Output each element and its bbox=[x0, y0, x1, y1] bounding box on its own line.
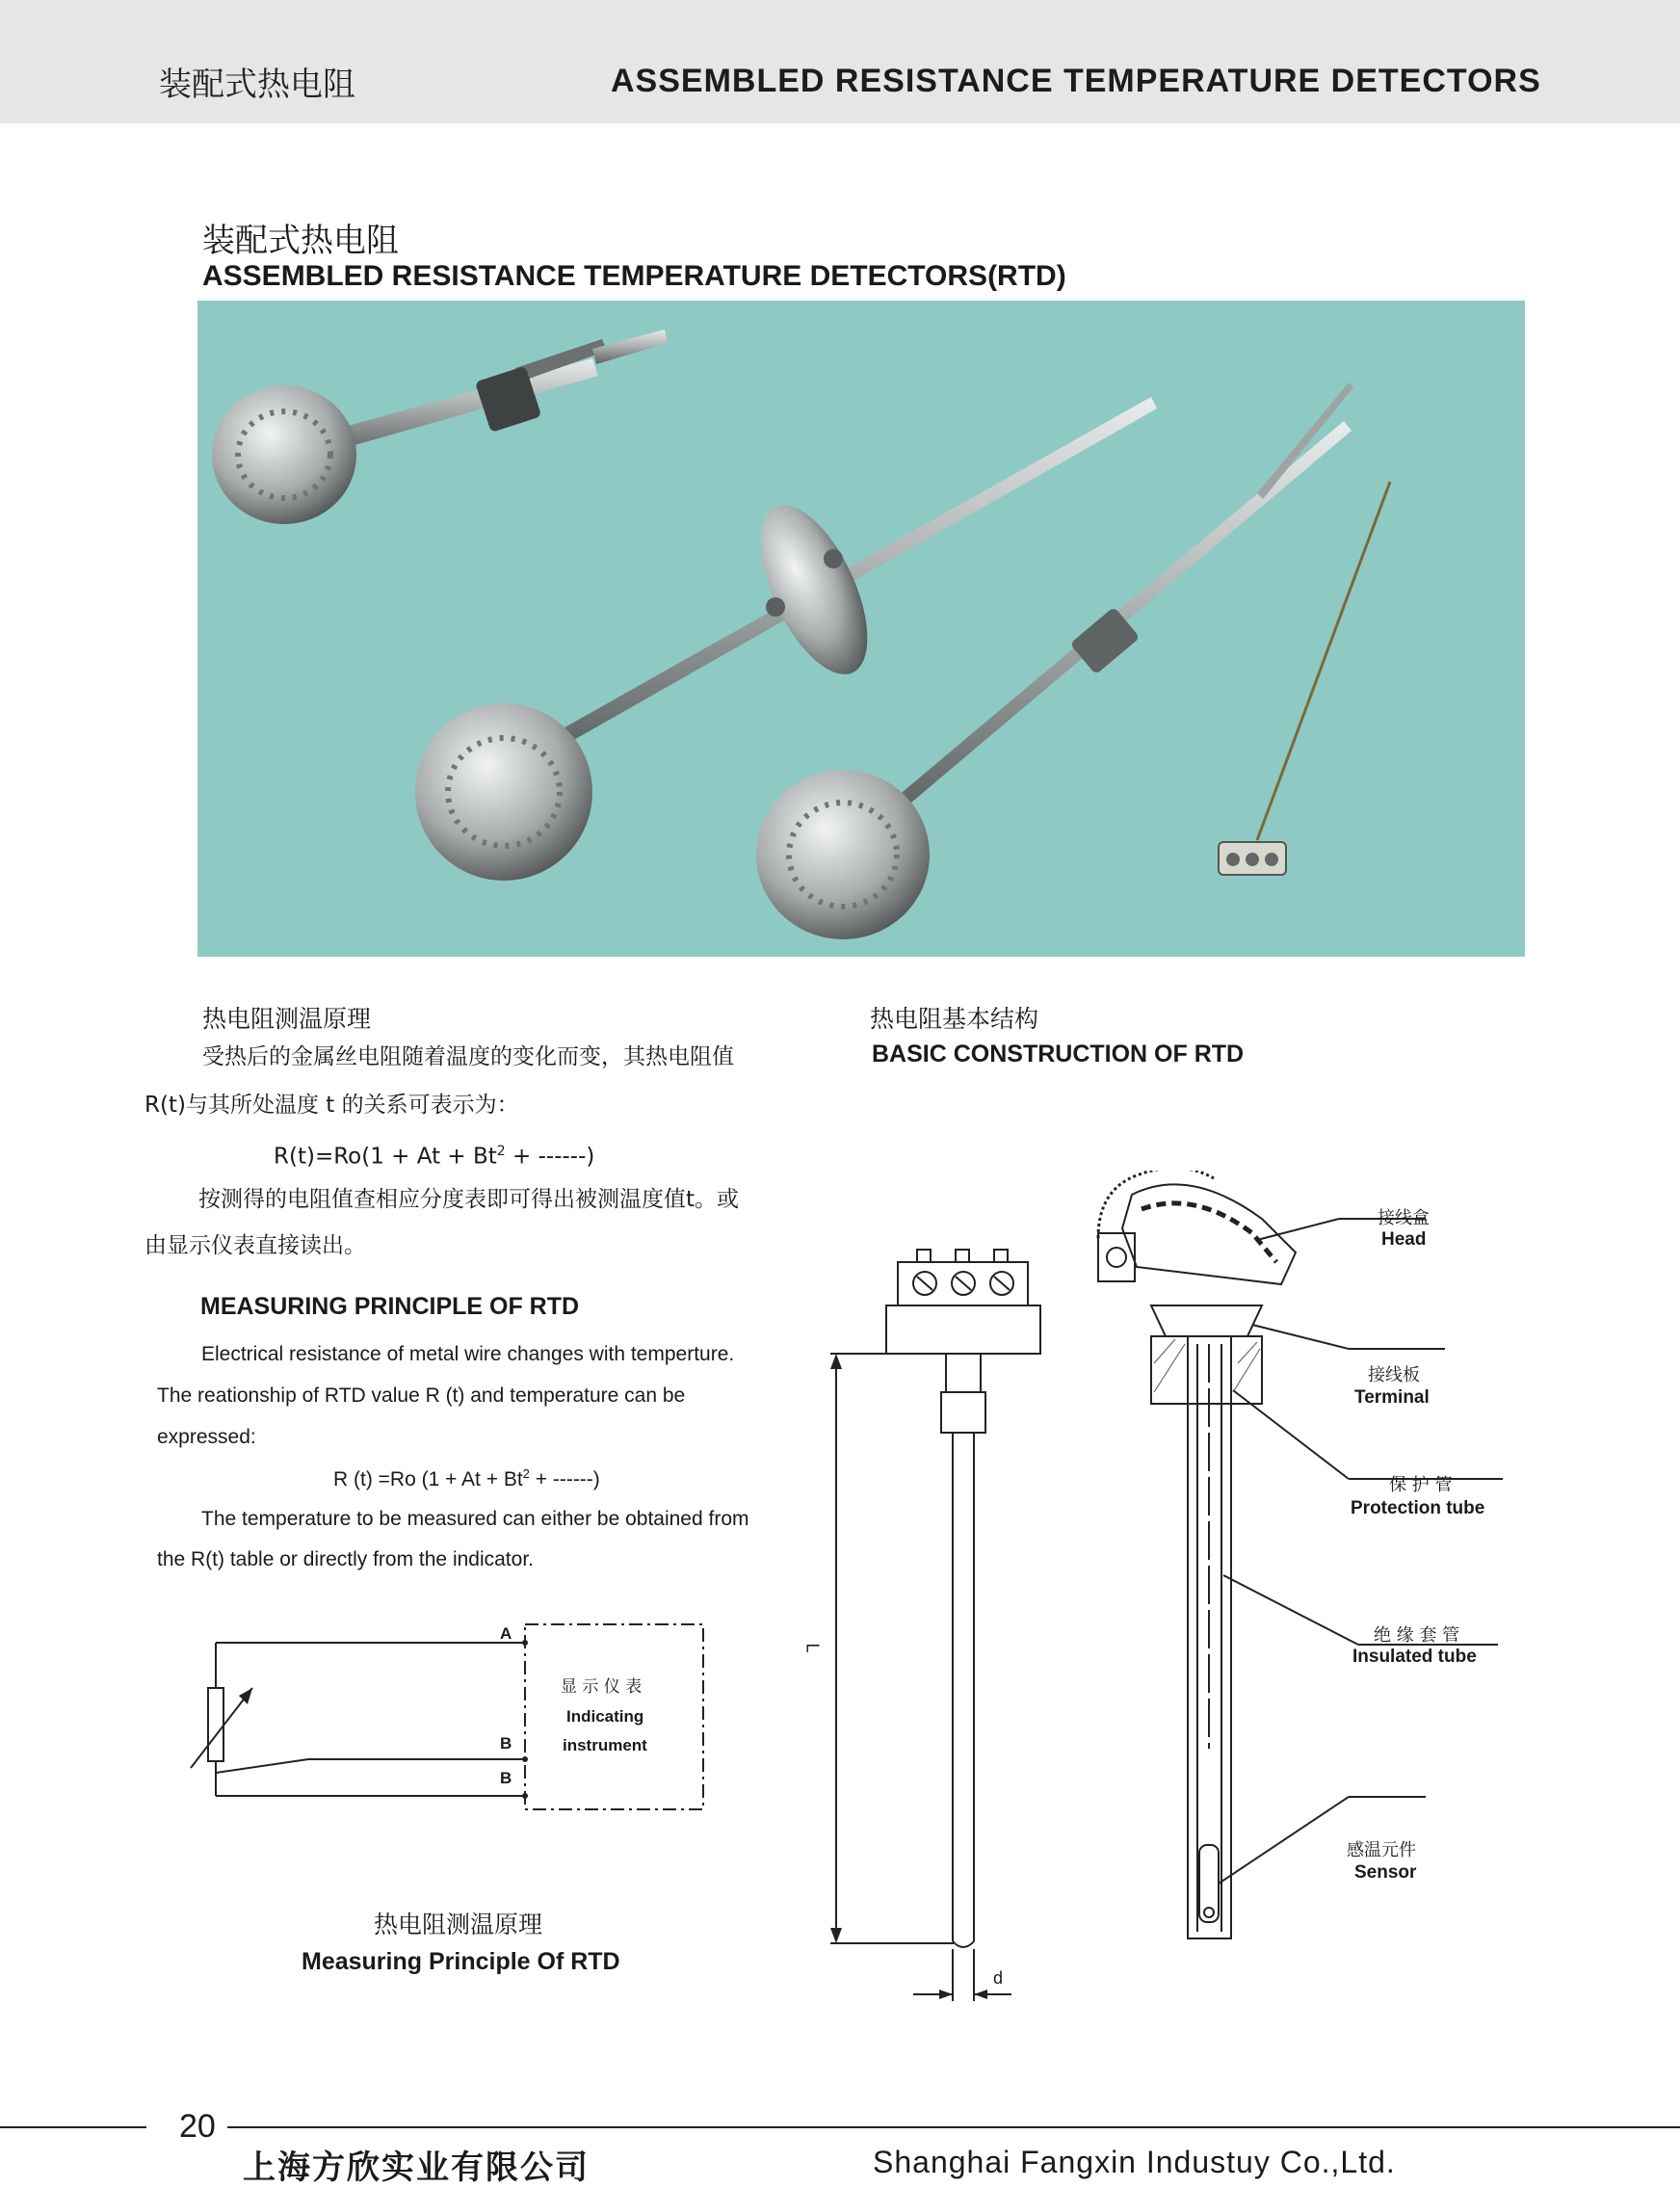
construction-drawing bbox=[809, 1171, 1532, 2018]
terminal-block-outline bbox=[886, 1305, 1040, 1354]
circuit-box-en2: instrument bbox=[563, 1736, 647, 1754]
label-terminal-en: Terminal bbox=[1354, 1387, 1430, 1408]
circuit-label-b2: B bbox=[500, 1769, 512, 1787]
circuit-label-b1: B bbox=[500, 1734, 512, 1753]
footer-rule-left bbox=[0, 2126, 146, 2128]
cable-gland bbox=[1098, 1233, 1135, 1281]
label-insulated-cn: 绝 缘 套 管 bbox=[1374, 1625, 1460, 1646]
label-protection-cn: 保 护 管 bbox=[1389, 1475, 1453, 1495]
principle-cn-line2: R(t)与其所处温度 t 的关系可表示为： bbox=[144, 1093, 519, 1118]
product-photo bbox=[197, 301, 1525, 957]
header-title-en: ASSEMBLED RESISTANCE TEMPERATURE DETECTORS bbox=[611, 63, 1541, 99]
footer-company-cn: 上海方欣实业有限公司 bbox=[243, 2148, 590, 2187]
leader-head bbox=[1257, 1219, 1339, 1240]
circuit-caption-en: Measuring Principle Of RTD bbox=[302, 1948, 620, 1975]
leader-insulated bbox=[1223, 1575, 1358, 1645]
resistor-arrow bbox=[191, 1688, 252, 1768]
dimension-length-label: L bbox=[802, 1643, 823, 1653]
footer-company-en: Shanghai Fangxin Industuy Co.,Ltd. bbox=[873, 2145, 1396, 2179]
principle-cn-line4: 由显示仪表直接读出。 bbox=[144, 1233, 366, 1258]
construction-title-cn: 热电阻基本结构 bbox=[870, 1005, 1039, 1033]
label-sensor-en: Sensor bbox=[1354, 1862, 1417, 1883]
sensor-element bbox=[1199, 1845, 1219, 1922]
principle-en-line1: Electrical resistance of metal wire changes with temperture. bbox=[201, 1343, 735, 1365]
page-number: 20 bbox=[179, 2108, 216, 2145]
principle-cn-line1: 受热后的金属丝电阻随着温度的变化而变，其热电阻值 bbox=[202, 1044, 734, 1069]
circuit-label-a: A bbox=[500, 1624, 512, 1643]
circuit-box-cn: 显 示 仪 表 bbox=[561, 1677, 643, 1697]
principle-en-formula: R (t) =Ro ($1 + At + Bt^2$ + ------) bbox=[333, 1466, 600, 1490]
principle-heading-en: MEASURING PRINCIPLE OF RTD bbox=[200, 1293, 580, 1320]
construction-title-en: BASIC CONSTRUCTION OF RTD bbox=[872, 1041, 1245, 1068]
principle-en-line3: expressed: bbox=[157, 1426, 256, 1448]
rtd-sensor-element bbox=[1219, 482, 1390, 875]
circuit-box-en1: Indicating bbox=[566, 1707, 644, 1726]
principle-en-line5: the R(t) table or directly from the indicator. bbox=[157, 1548, 534, 1570]
label-terminal-cn: 接线板 bbox=[1368, 1365, 1420, 1385]
leader-sensor bbox=[1219, 1797, 1349, 1884]
wire-b1-diag bbox=[216, 1759, 308, 1773]
leader-terminal bbox=[1252, 1325, 1349, 1349]
variable-resistor bbox=[208, 1688, 223, 1761]
label-insulated-en: Insulated tube bbox=[1352, 1647, 1477, 1667]
label-head-en: Head bbox=[1381, 1229, 1427, 1250]
head-cover bbox=[1122, 1184, 1296, 1284]
footer-rule-right bbox=[227, 2126, 1680, 2128]
rtd-probe-1 bbox=[212, 330, 668, 524]
principle-en-line2: The reationship of RTD value R (t) and temperature can be bbox=[157, 1384, 686, 1407]
head-base bbox=[1151, 1305, 1262, 1336]
circuit-caption-cn: 热电阻测温原理 bbox=[374, 1911, 543, 1938]
product-photo-illustration bbox=[197, 301, 1525, 957]
label-protection-en: Protection tube bbox=[1351, 1498, 1485, 1518]
principle-cn-formula: $R(t)=Ro(1 + At + Bt^2$ + ------) bbox=[274, 1144, 595, 1170]
principle-heading-cn: 热电阻测温原理 bbox=[202, 1005, 372, 1033]
principle-cn-line3: 按测得的电阻值查相应分度表即可得出被测温度值t。或 bbox=[198, 1187, 740, 1212]
label-head-cn: 接线盒 bbox=[1378, 1208, 1430, 1228]
header-title-cn: 装配式热电阻 bbox=[159, 66, 355, 104]
leader-protection bbox=[1233, 1390, 1349, 1479]
section-title-en: ASSEMBLED RESISTANCE TEMPERATURE DETECTORS(RTD) bbox=[202, 260, 1066, 292]
section-title-cn: 装配式热电阻 bbox=[202, 222, 399, 260]
label-sensor-cn: 感温元件 bbox=[1347, 1840, 1416, 1860]
principle-en-line4: The temperature to be measured can either be obtained from bbox=[201, 1508, 749, 1530]
dimension-diameter-label: d bbox=[993, 1968, 1004, 1988]
